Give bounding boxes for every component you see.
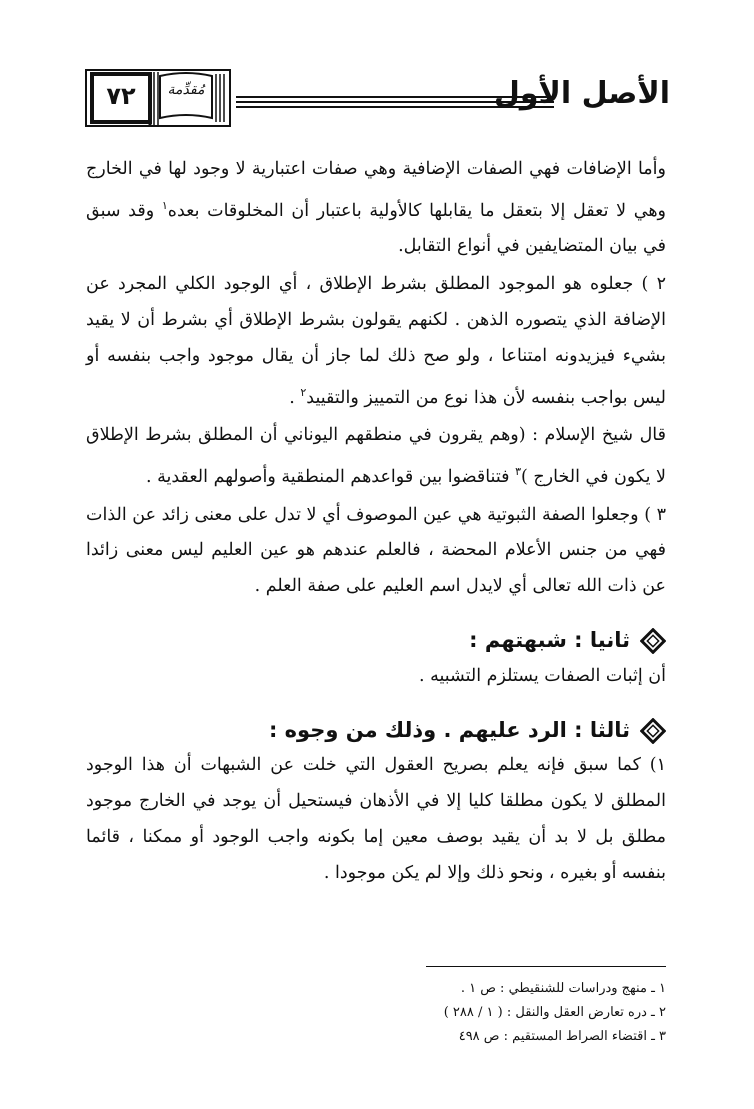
footnote-ref: ١	[161, 198, 168, 212]
paragraph: أن إثبات الصفات يستلزم التشبيه .	[418, 665, 666, 686]
paragraph: ٣ ) وجعلوا الصفة الثبوتية هي عين الموصوف أي لا تدل على معنى زائد عن الذات فهي من جنس الأعلام المحضة ، فالعلم عندهم هو عين العليم ليس معنى زائدا عن ذات الله تعالى أي لايدل اسم العليم على صفة العلم .	[86, 504, 666, 597]
section-heading-text: ثانيا : شبهتهم :	[469, 628, 630, 653]
book-label: مُقدِّمة	[167, 82, 205, 98]
footnote-item: ٢ ـ دره تعارض العقل والنقل : ( ١ / ٢٨٨ )	[443, 1005, 666, 1020]
ornament-diamond-icon	[640, 718, 666, 744]
paragraph	[86, 152, 666, 265]
paragraph-text: فتناقضوا بين قواعدهم المنطقية وأصولهم العقدية .	[145, 466, 516, 487]
footnote-divider	[426, 966, 666, 967]
paragraph-text: قال شيخ الإسلام : (وهم يقرون في منطقهم اليوناني أن المطلق بشرط الإطلاق لا يكون في الخارج )	[86, 425, 666, 487]
footnotes	[86, 966, 666, 1049]
paragraph: ١) كما سبق فإنه يعلم بصريح العقول التي خلت عن الشبهات أن هذا الوجود المطلق لا يكون مطلقا كليا إلا في الأذهان فيستحيل أن يوجد في الخارج موجود مطلق بل لا بد أن يقيد بوصف معين إما بكونه واجب الوجود أو ممكنا ، قائما بنفسه أو بغيره ، ونحو ذلك وإلا لم يكن موجودا .	[86, 755, 666, 883]
chapter-title: الأصل الأول	[493, 76, 670, 111]
section-heading	[86, 713, 666, 749]
paragraph-text: وأما الإضافات فهي الصفات الإضافية وهي صفات اعتبارية لا وجود لها في الخارج وهي لا تعقل إلا بتعقل ما يقابلها كالأولية باعتبار أن المخلوقات بعده	[86, 159, 667, 221]
main-text	[86, 152, 666, 892]
paragraph	[86, 418, 666, 495]
footnote-ref: ٢	[300, 385, 307, 399]
section-heading-text: ثالثا : الرد عليهم . وذلك من وجوه :	[268, 717, 630, 742]
page-header	[84, 62, 670, 142]
paragraph-text: .	[289, 387, 301, 408]
footnote-ref: ٣	[515, 465, 521, 479]
paragraph-text: وقد سبق في بيان المتضايفين في أنواع التقابل.	[86, 200, 666, 257]
paragraph-text: ٢ ) جعلوه هو الموجود المطلق بشرط الإطلاق ، أي الوجود الكلي المجرد عن الإضافة الذي يتصوره الذهن . لكنهم يقولون بشرط الإطلاق أي بشرط أن لا يقيد بشيء فيزيدونه امتناعا ، ولو صح ذلك لما جاز أن يقال موجود واجب بنفسه أو ليس بواجب بنفسه لأن هذا نوع من التمييز والتقييد	[86, 274, 666, 408]
ornament-diamond-icon	[640, 628, 666, 654]
paragraph	[86, 267, 666, 416]
section-heading	[86, 623, 666, 659]
footnote-item: ١ ـ منهج ودراسات للشنقيطي : ص ١ .	[460, 981, 666, 996]
footnote-item: ٣ ـ اقتضاء الصراط المستقيم : ص ٤٩٨	[458, 1029, 666, 1044]
page-number: ٧٢	[106, 82, 136, 110]
book-frame-icon	[84, 68, 232, 128]
